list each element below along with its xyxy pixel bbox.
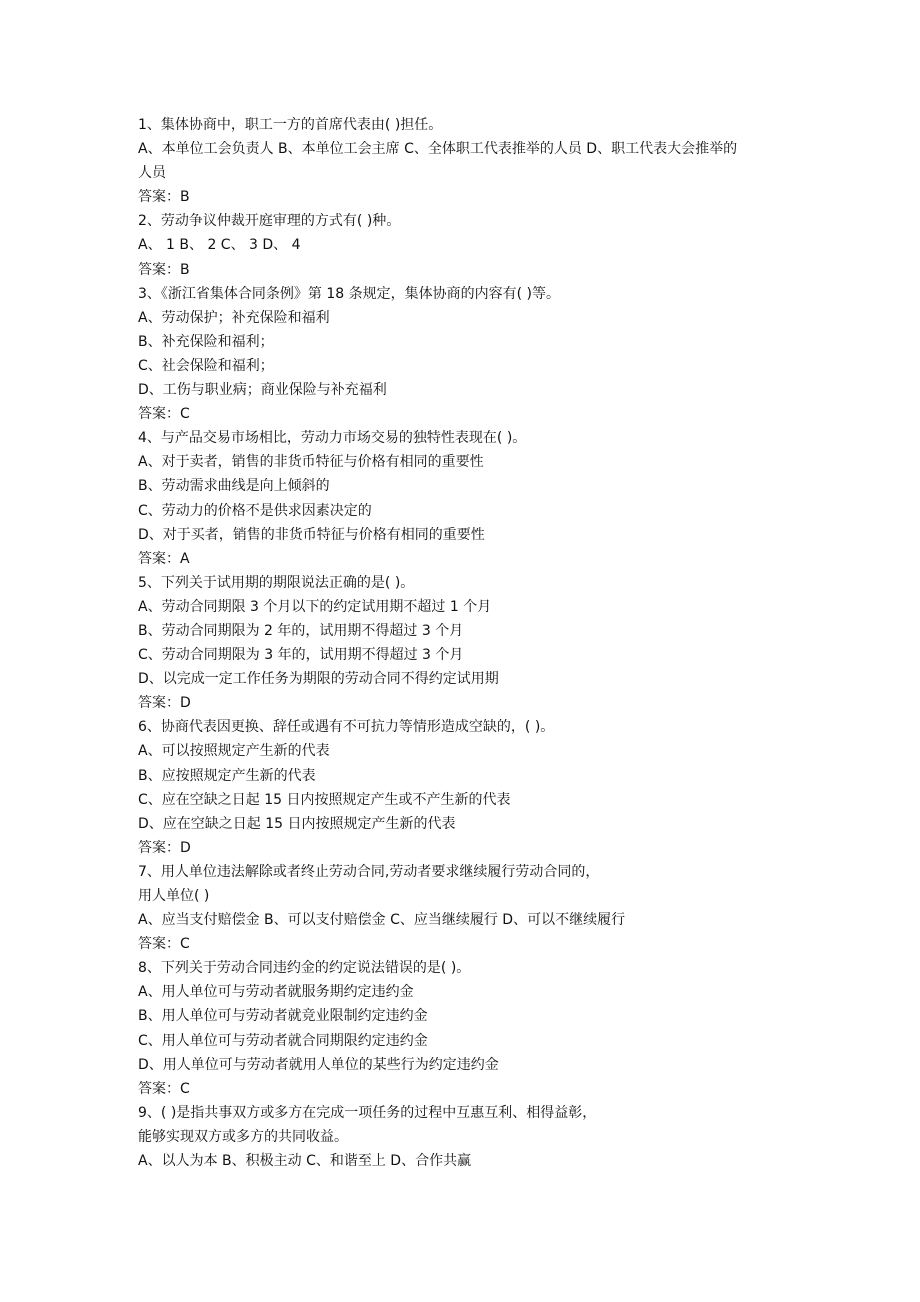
question-3-option-b: B、补充保险和福利； [138,333,274,350]
question-3-stem: 3、《浙江省集体合同条例》第 18 条规定，集体协商的内容有( )等。 [138,285,560,302]
question-2-options: A、 1 B、 2 C、 3 D、 4 [138,237,301,254]
question-4-option-d: D、对于买者，销售的非货币特征与价格有相同的重要性 [138,526,485,543]
question-5-option-b: B、劳动合同期限为 2 年的，试用期不得超过 3 个月 [138,622,464,639]
question-6-option-a: A、可以按照规定产生新的代表 [138,743,330,760]
question-6-option-b: B、应按照规定产生新的代表 [138,767,316,784]
question-5-stem: 5、下列关于试用期的期限说法正确的是( )。 [138,574,415,591]
question-4-option-a: A、对于卖者，销售的非货币特征与价格有相同的重要性 [138,454,484,471]
question-6-option-c: C、应在空缺之日起 15 日内按照规定产生或不产生新的代表 [138,791,511,808]
question-9-options: A、以人为本 B、积极主动 C、和谐至上 D、合作共赢 [138,1153,472,1170]
question-6-answer: 答案：D [138,839,191,856]
question-7-stem-continued: 用人单位( ) [138,888,210,904]
question-1-answer: 答案：B [138,189,190,206]
question-5-option-d: D、以完成一定工作任务为期限的劳动合同不得约定试用期 [138,671,499,688]
question-5-option-a: A、劳动合同期限 3 个月以下的约定试用期不超过 1 个月 [138,598,492,615]
question-8-option-d: D、用人单位可与劳动者就用人单位的某些行为约定违约金 [138,1056,499,1073]
question-8-option-a: A、用人单位可与劳动者就服务期约定违约金 [138,984,414,1001]
question-2-stem: 2、劳动争议仲裁开庭审理的方式有( )种。 [138,213,401,230]
question-3-option-c: C、社会保险和福利； [138,357,274,374]
question-4-option-c: C、劳动力的价格不是供求因素决定的 [138,502,372,519]
question-8-answer: 答案：C [138,1080,190,1097]
question-1-options: A、本单位工会负责人 B、本单位工会主席 C、全体职工代表推举的人员 D、职工代表大会推举的 [138,141,738,158]
question-4-option-b: B、劳动需求曲线是向上倾斜的 [138,478,330,495]
question-7-answer: 答案：C [138,936,190,953]
question-4-stem: 4、与产品交易市场相比，劳动力市场交易的独特性表现在( )。 [138,430,527,447]
question-8-option-b: B、用人单位可与劳动者就竞业限制约定违约金 [138,1008,428,1025]
question-1-options-continued: 人员 [138,165,166,182]
question-8-option-c: C、用人单位可与劳动者就合同期限约定违约金 [138,1032,428,1049]
question-7-options: A、应当支付赔偿金 B、可以支付赔偿金 C、应当继续履行 D、可以不继续履行 [138,912,626,929]
question-7-stem: 7、用人单位违法解除或者终止劳动合同,劳动者要求继续履行劳动合同的， [138,863,600,880]
question-9-stem-continued: 能够实现双方或多方的共同收益。 [138,1128,348,1145]
question-2-answer: 答案：B [138,261,190,278]
question-3-option-a: A、劳动保护；补充保险和福利 [138,309,330,326]
document-content [138,113,798,1173]
question-8-stem: 8、下列关于劳动合同违约金的约定说法错误的是( )。 [138,960,471,977]
question-5-option-c: C、劳动合同期限为 3 年的，试用期不得超过 3 个月 [138,647,464,664]
question-4-answer: 答案：A [138,550,190,567]
question-9-stem: 9、( )是指共事双方或多方在完成一项任务的过程中互惠互利、相得益彰， [138,1104,597,1121]
question-3-answer: 答案：C [138,406,190,423]
question-6-stem: 6、协商代表因更换、辞任或遇有不可抗力等情形造成空缺的，( )。 [138,719,555,736]
question-3-option-d: D、工伤与职业病；商业保险与补充福利 [138,382,387,399]
question-5-answer: 答案：D [138,695,191,712]
question-1-stem: 1、集体协商中，职工一方的首席代表由( )担任。 [138,117,443,133]
question-6-option-d: D、应在空缺之日起 15 日内按照规定产生新的代表 [138,815,456,832]
